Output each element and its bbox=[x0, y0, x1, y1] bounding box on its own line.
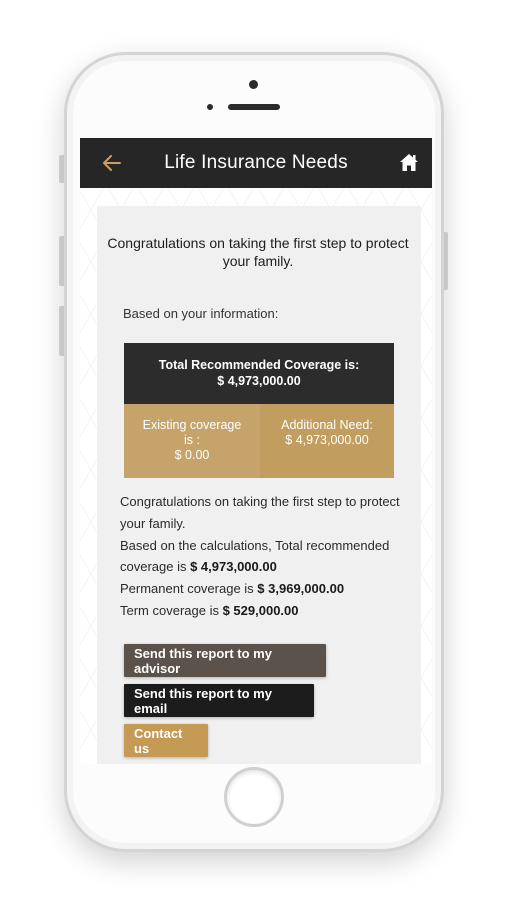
back-arrow-icon[interactable] bbox=[100, 151, 124, 175]
details-total-prefix: Based on the calculations, Total recommended coverage is bbox=[120, 537, 390, 575]
details-permanent-value: $ 3,969,000.00 bbox=[257, 581, 345, 597]
coverage-details bbox=[120, 491, 410, 622]
based-on-label: Based on your information: bbox=[123, 306, 279, 321]
send-to-email-button[interactable]: Send this report to my email bbox=[124, 684, 314, 717]
proximity-sensor bbox=[207, 104, 213, 110]
front-camera bbox=[249, 80, 258, 89]
additional-need-value: $ 4,973,000.00 bbox=[285, 433, 369, 447]
page-title: Life Insurance Needs bbox=[164, 152, 348, 173]
details-term-value: $ 529,000.00 bbox=[222, 602, 299, 618]
phone-home-button bbox=[224, 767, 284, 827]
total-coverage-panel bbox=[124, 343, 394, 404]
details-total-value: $ 4,973,000.00 bbox=[190, 559, 277, 575]
details-congrats: Congratulations on taking the first step to protect your family. bbox=[120, 494, 400, 531]
results-card bbox=[97, 206, 421, 764]
details-term-prefix: Term coverage is bbox=[120, 602, 223, 618]
total-coverage-label: Total Recommended Coverage is: bbox=[158, 358, 360, 372]
app-header bbox=[80, 138, 432, 188]
existing-coverage-label: Existing coverage is : bbox=[142, 418, 242, 447]
app-screen bbox=[80, 138, 432, 764]
contact-us-button[interactable]: Contact us bbox=[124, 724, 208, 757]
send-to-advisor-button[interactable]: Send this report to my advisor bbox=[124, 644, 326, 677]
existing-coverage-panel bbox=[124, 404, 260, 478]
details-permanent-prefix: Permanent coverage is bbox=[120, 581, 258, 597]
existing-coverage-value: $ 0.00 bbox=[174, 448, 210, 462]
earpiece-speaker bbox=[228, 104, 280, 110]
home-icon[interactable] bbox=[398, 152, 420, 174]
intro-text: Congratulations on taking the first step to protect your family. bbox=[107, 235, 409, 269]
total-coverage-value: $ 4,973,000.00 bbox=[217, 374, 301, 388]
additional-need-panel bbox=[260, 404, 394, 478]
additional-need-label: Additional Need: bbox=[281, 418, 373, 432]
